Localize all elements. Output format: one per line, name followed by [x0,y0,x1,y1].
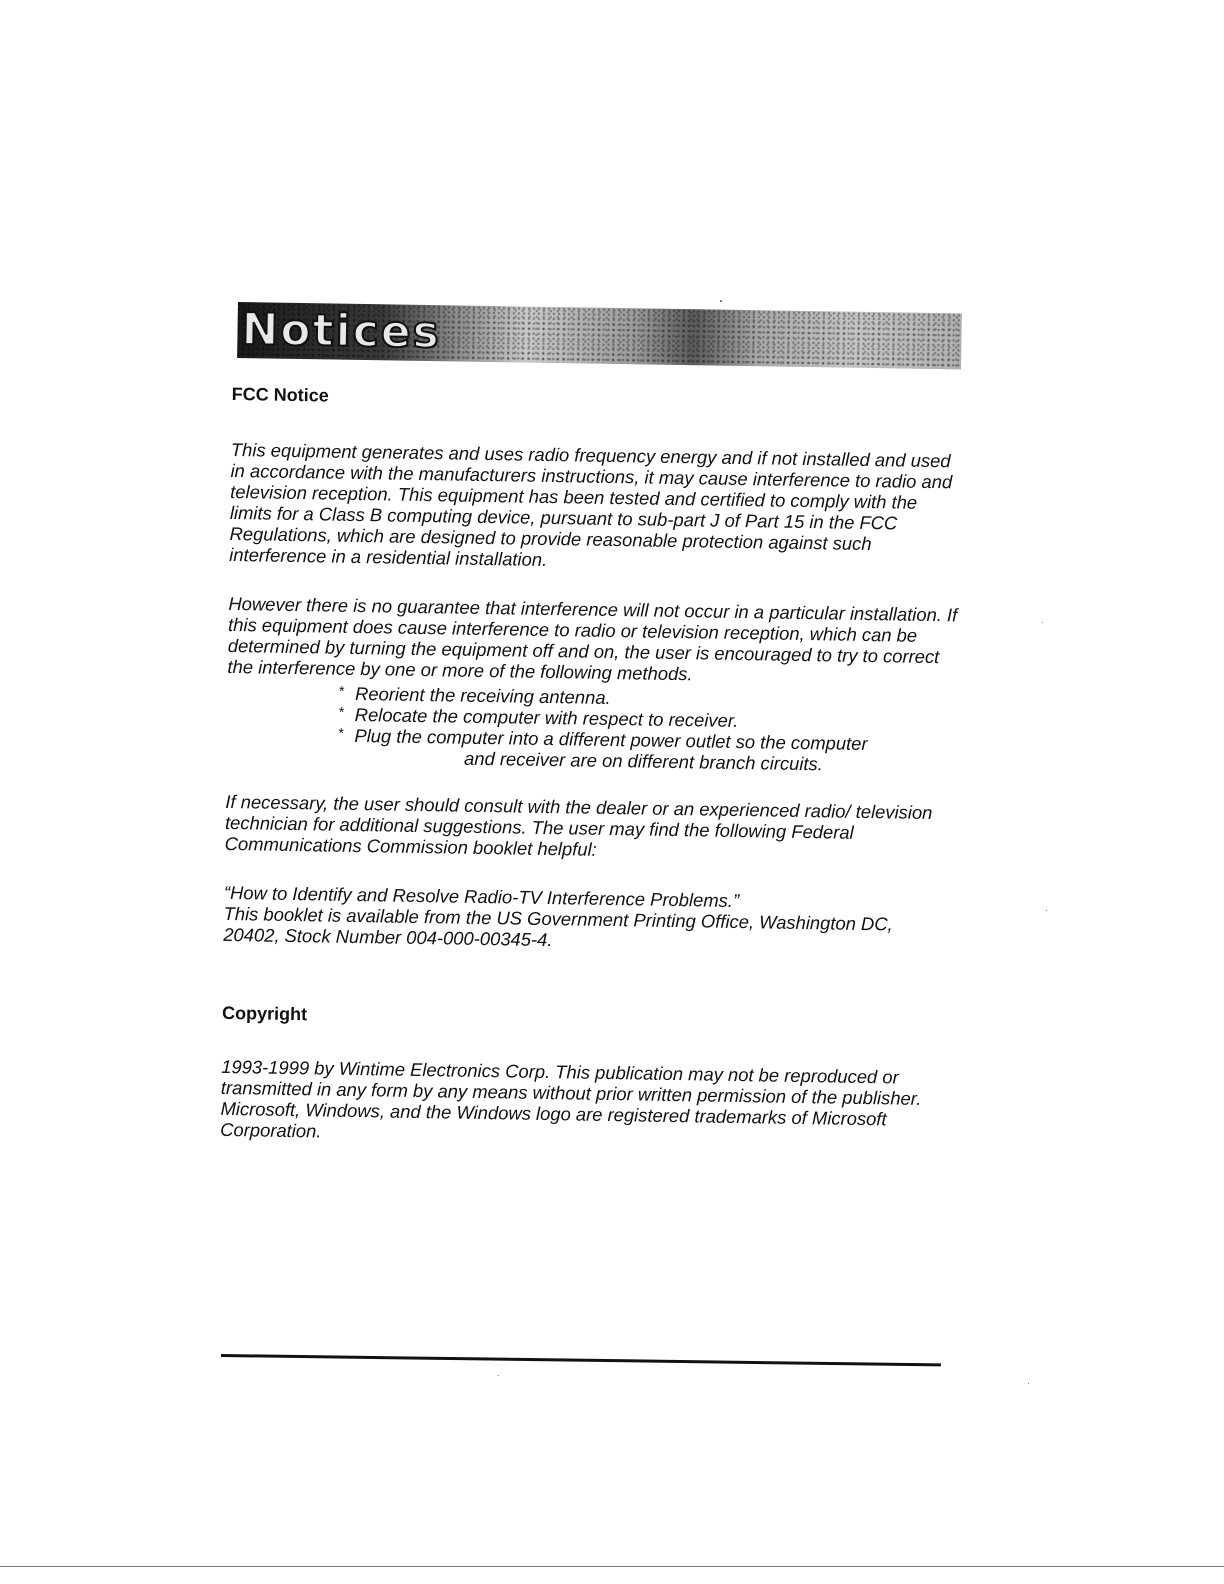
booklet-reference [223,882,954,956]
notices-banner [237,302,962,369]
page-title: Notices [241,304,442,359]
list-item-continuation: and receiver are on different branch circuits. [463,747,824,775]
interference-methods-list [338,683,957,777]
scan-speck [1046,910,1047,911]
scan-speck [1042,622,1043,623]
footer-rule [221,1354,941,1366]
fcc-paragraph-2: However there is no guarantee that interference will not occur in a particular installation. If this equipment does cause interference to radio or television reception, which can be determined by turning the equipment off and on, the user is encouraged to try to correct the interference by one or more of the following methods. [227,592,958,685]
page-edge-line [0,1566,1224,1567]
booklet-info: This booklet is available from the US Government Printing Office, Washington DC, 20402, Stock Number 004-000-00345-4. [223,902,893,951]
list-item-text: Relocate the computer with respect to receiver. [354,703,739,731]
fcc-paragraph-3: If necessary, the user should consult with the dealer or an experienced radio/ television technician for additional suggestions. The user may find the following Federal Communications Commission booklet helpful: [224,790,933,860]
list-item [338,725,957,777]
scan-speck [1028,1383,1029,1384]
list-item-text: Plug the computer into a different power outlet so the computer [354,724,868,755]
scan-speck [498,1375,499,1376]
copyright-paragraph: 1993-1999 by Wintime Electronics Corp. This publication may not be reproduced or transmitted in any form by any means without prior written permission of the publisher. Microsoft, Windows, and the Windows logo are registered trademarks of Microsoft Corporation. [220,1055,922,1142]
list-item-text: Reorient the receiving antenna. [354,682,611,708]
scan-speck [720,300,722,302]
fcc-paragraph-1: This equipment generates and uses radio frequency energy and if not installed and used in accordance with the manufacturers instructions, it may cause interference to radio and television reception. This equipment has been tested and certified to comply with the limits for a Class B computing device, pursuant to sub-part J of Part 15 in the FCC Regulations, which are designed to provide reasonable protection against such interference in a residential installation. [229,438,953,570]
booklet-title: “How to Identify and Resolve Radio-TV Interference Problems.” [223,881,740,912]
document-body [220,380,962,1151]
copyright-heading: Copyright [221,1002,308,1025]
fcc-notice-heading: FCC Notice [231,383,329,406]
